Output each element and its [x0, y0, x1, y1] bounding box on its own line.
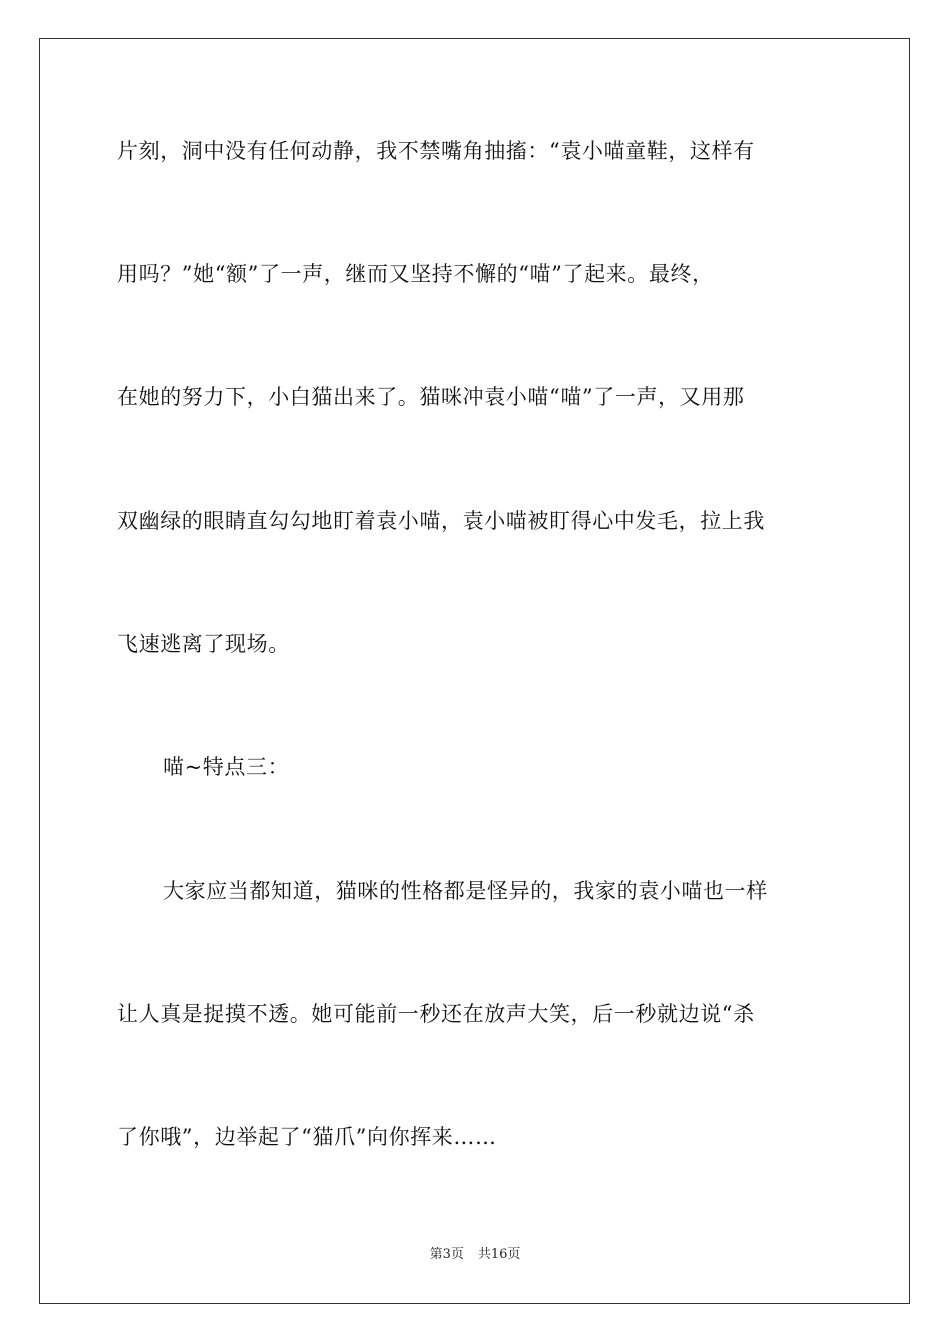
page-border [39, 38, 910, 1304]
text-line: 了你哦”，边举起了“猫爪”向你挥来…… [117, 1125, 497, 1149]
page-footer [0, 1246, 950, 1264]
text-line: 飞速逃离了现场。 [117, 632, 290, 656]
total-pages: 共16页 [477, 1247, 521, 1262]
text-line: 片刻，洞中没有任何动静，我不禁嘴角抽搐：“袁小喵童鞋，这样有 [117, 139, 755, 163]
text-line: 双幽绿的眼睛直勾勾地盯着袁小喵，袁小喵被盯得心中发毛，拉上我 [117, 509, 765, 533]
text-line: 让人真是捉摸不透。她可能前一秒还在放声大笑，后一秒就边说“杀 [117, 1002, 755, 1026]
text-line: 用吗？”她“额”了一声，继而又坚持不懈的“喵”了起来。最终， [117, 262, 714, 286]
section-heading: 喵~特点三： [163, 755, 290, 779]
text-line: 在她的努力下，小白猫出来了。猫咪冲袁小喵“喵”了一声，又用那 [117, 385, 745, 409]
page-number: 第3页 [429, 1247, 464, 1262]
paragraph-first-line: 大家应当都知道，猫咪的性格都是怪异的，我家的袁小喵也一样 [163, 879, 768, 903]
